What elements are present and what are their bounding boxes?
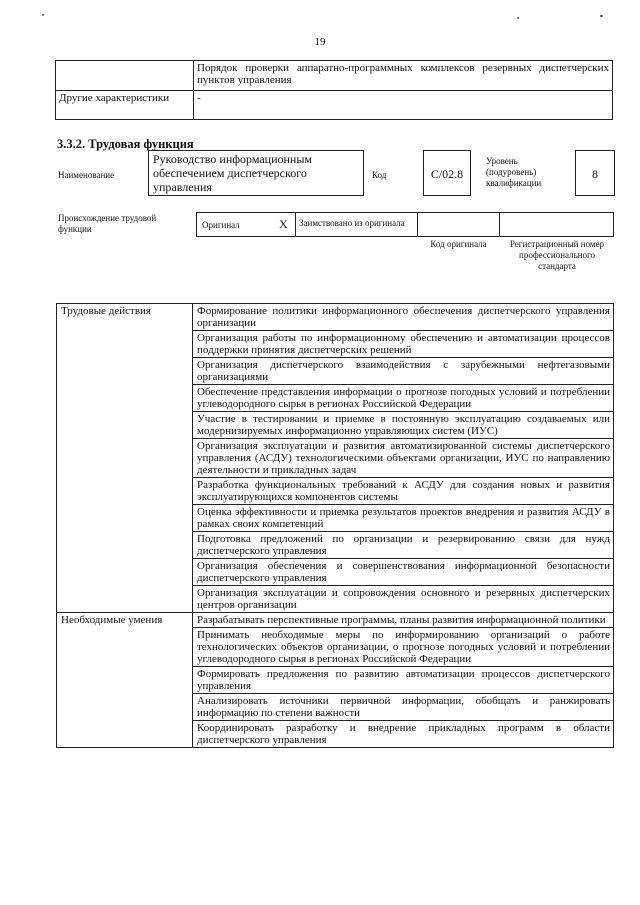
original-cell bbox=[196, 212, 296, 237]
table-cell: Организация обеспечения и совершенствования информационной безопасности диспетчерского управления bbox=[193, 559, 614, 586]
table-cell: Организация эксплуатации и развития автоматизированной системы диспетчерского управления (АСДУ) технологическими объектами организации, ИУС по направлению деятельности и прикладных задач bbox=[193, 439, 614, 478]
table-cell: Принимать необходимые меры по информированию организаций о работе технологических объектов организации, о прогнозе погодных условий и потреблении углеводородного сырья в регионах Российской Федерации bbox=[193, 628, 614, 667]
table-cell: Участие в тестировании и приемке в постоянную эксплуатацию создаваемых или модернизируемых информационно управляющих систем (ИУС) bbox=[193, 412, 614, 439]
table-cell: Формирование политики информационного обеспечения диспетчерского управления организации bbox=[193, 304, 614, 331]
scan-speck bbox=[600, 15, 603, 17]
table-cell: Координировать разработку и внедрение прикладных программ в области диспетчерского управления bbox=[193, 721, 614, 748]
table-cell: Организация диспетчерского взаимодействия с зарубежными нефтегазовыми организациями bbox=[193, 358, 614, 385]
borrowed-cell bbox=[295, 212, 418, 237]
name-value: Руководство информационным обеспечением диспетчерского управления bbox=[148, 150, 364, 196]
level-label: Уровень (подуровень) квалификации bbox=[486, 156, 542, 188]
table-cell: Организация работы по информационному обеспечению и автоматизации процессов поддержки принятия диспетчерских решений bbox=[193, 331, 614, 358]
table-row bbox=[56, 91, 613, 120]
reg-number-caption: Регистрационный номер профессионального стандарта bbox=[509, 239, 605, 271]
section-title: 3.3.2. Трудовая функция bbox=[57, 137, 194, 151]
category-cell: Необходимые умения bbox=[57, 613, 193, 748]
table-cell: Подготовка предложений по организации и резервированию связи для нужд диспетчерского управления bbox=[193, 532, 614, 559]
category-cell: Трудовые действия bbox=[57, 304, 193, 613]
table-cell: Анализировать источники первичной информации, обобщать и ранжировать информацию по степени важности bbox=[193, 694, 614, 721]
top-table bbox=[55, 60, 613, 120]
scan-speck bbox=[42, 14, 44, 16]
table-cell: Разрабатывать перспективные программы, планы развития информационной политики bbox=[193, 613, 614, 628]
top-table-label bbox=[56, 61, 194, 91]
name-label: Наименование bbox=[58, 170, 115, 180]
origin-label: Происхождение трудовой функции bbox=[58, 213, 157, 234]
table-cell: Организация эксплуатации и сопровождения основного и резервных диспетчерских центров организации bbox=[193, 586, 614, 613]
table-cell: Обеспечение представления информации о прогнозе погодных условий и потреблении углеводородного сырья в регионах Российской Федерации bbox=[193, 385, 614, 412]
table-row bbox=[57, 613, 614, 628]
top-table-label: Другие характеристики bbox=[56, 91, 194, 120]
table-cell: Оценка эффективности и приемка результатов проектов внедрения и развития АСДУ в рамках своих компетенций bbox=[193, 505, 614, 532]
scan-speck bbox=[517, 17, 519, 19]
borrowed-label: Заимствовано из оригинала bbox=[299, 218, 405, 228]
code-label: Код bbox=[372, 170, 387, 180]
original-label: Оригинал bbox=[202, 220, 240, 230]
table-row bbox=[56, 61, 613, 91]
code-original-cell bbox=[417, 212, 500, 237]
table-cell: Формировать предложения по развитию автоматизации процессов диспетчерского управления bbox=[193, 667, 614, 694]
code-original-caption: Код оригинала bbox=[430, 239, 487, 249]
top-table-value: - bbox=[194, 91, 613, 120]
table-cell: Разработка функциональных требований к АСДУ для создания новых и развития эксплуатирующихся компонентов системы bbox=[193, 478, 614, 505]
reg-number-cell bbox=[499, 212, 614, 237]
page-number: 19 bbox=[314, 36, 326, 48]
level-value: 8 bbox=[575, 150, 615, 196]
original-mark: X bbox=[279, 217, 288, 231]
top-table-value: Порядок проверки аппаратно-программных комплексов резервных диспетчерских пунктов управления bbox=[194, 61, 613, 91]
main-table bbox=[56, 303, 614, 748]
table-row bbox=[57, 304, 614, 331]
code-value: C/02.8 bbox=[423, 150, 471, 196]
